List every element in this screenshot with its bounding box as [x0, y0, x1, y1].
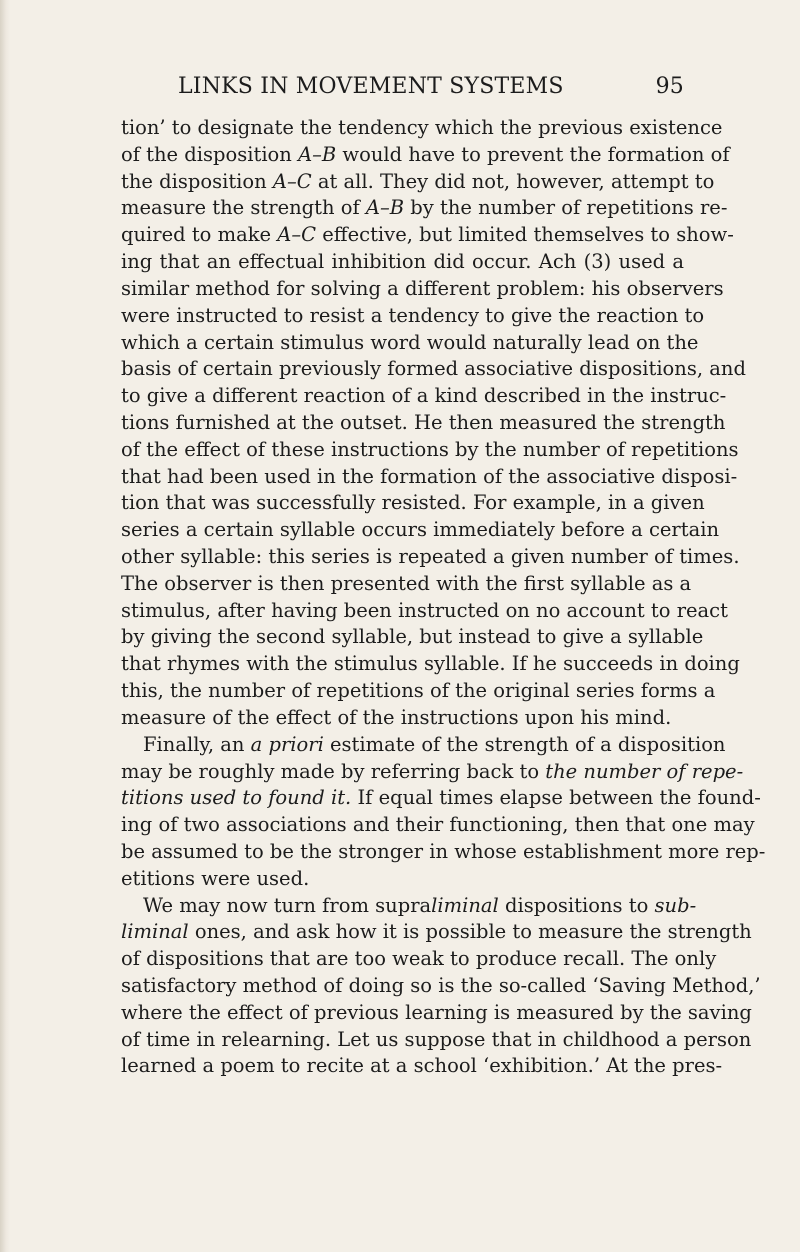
page-edge-shadow [0, 0, 10, 1252]
text-line: measure the strength of A–B by the number of repetitions re- [121, 196, 728, 220]
text-line: were instructed to resist a tendency to give the reaction to [121, 303, 705, 327]
text-line: other syllable: this series is repeated a given number of times. [121, 545, 740, 568]
text-line: quired to make A–C effective, but limited themselves to show- [121, 223, 734, 247]
text-line: basis of certain previously formed associative dispositions, and [121, 357, 746, 381]
text-line: measure of the effect of the instructions upon his mind. [121, 705, 672, 729]
text-line: of time in relearning. Let us suppose that in childhood a person [121, 1027, 752, 1051]
text-line: stimulus, after having been instructed on no account to react [121, 598, 728, 622]
text-line: satisfactory method of doing so is the so-called ‘Saving Method,’ [121, 974, 761, 997]
text-line: etitions were used. [121, 866, 310, 890]
text-line: tion’ to designate the tendency which the previous existence [121, 116, 723, 139]
text-line: series a certain syllable occurs immediately before a certain [121, 518, 719, 542]
text-line: that rhymes with the stimulus syllable. If he succeeds in doing [121, 652, 740, 676]
text-line: Finally, an a priori estimate of the strength of a disposition [143, 732, 726, 756]
book-page [121, 68, 766, 1080]
text-line: the disposition A–C at all. They did not, however, attempt to [121, 169, 715, 193]
text-line: be assumed to be the stronger in whose establishment more rep- [121, 839, 766, 863]
text-line: where the effect of previous learning is measured by the saving [121, 1000, 752, 1024]
running-title: LINKS IN MOVEMENT SYSTEMS [178, 74, 564, 99]
text-line: which a certain stimulus word would naturally lead on the [121, 330, 699, 354]
text-line: tion that was successfully resisted. For example, in a given [121, 491, 705, 515]
text-line: ing of two associations and their functioning, then that one may [121, 813, 755, 837]
text-line: similar method for solving a different problem: his observers [121, 276, 724, 300]
text-line: that had been used in the formation of the associative disposi- [121, 464, 738, 488]
text-line: ing that an effectual inhibition did occur. Ach (3) used a [121, 250, 684, 274]
text-line: by giving the second syllable, but instead to give a syllable [121, 625, 704, 649]
text-line: of the effect of these instructions by the number of repetitions [121, 437, 739, 461]
text-line: of dispositions that are too weak to produce recall. The only [121, 947, 717, 971]
page-number: 95 [655, 74, 684, 99]
text-line: We may now turn from supraliminal dispositions to sub- [143, 893, 697, 917]
text-line: The observer is then presented with the first syllable as a [121, 571, 692, 595]
text-line: titions used to found it. If equal times elapse between the found- [121, 786, 761, 810]
text-line: may be roughly made by referring back to the number of repe- [121, 759, 744, 783]
text-line: tions furnished at the outset. He then measured the strength [121, 410, 726, 434]
running-head [121, 68, 684, 108]
text-line: this, the number of repetitions of the original series forms a [121, 679, 716, 703]
text-line: to give a different reaction of a kind described in the instruc- [121, 384, 727, 408]
body-text [121, 115, 766, 1080]
text-line: of the disposition A–B would have to prevent the formation of [121, 142, 730, 166]
text-line: learned a poem to recite at a school ‘exhibition.’ At the pres- [121, 1054, 723, 1078]
text-line: liminal ones, and ask how it is possible to measure the strength [121, 920, 752, 944]
